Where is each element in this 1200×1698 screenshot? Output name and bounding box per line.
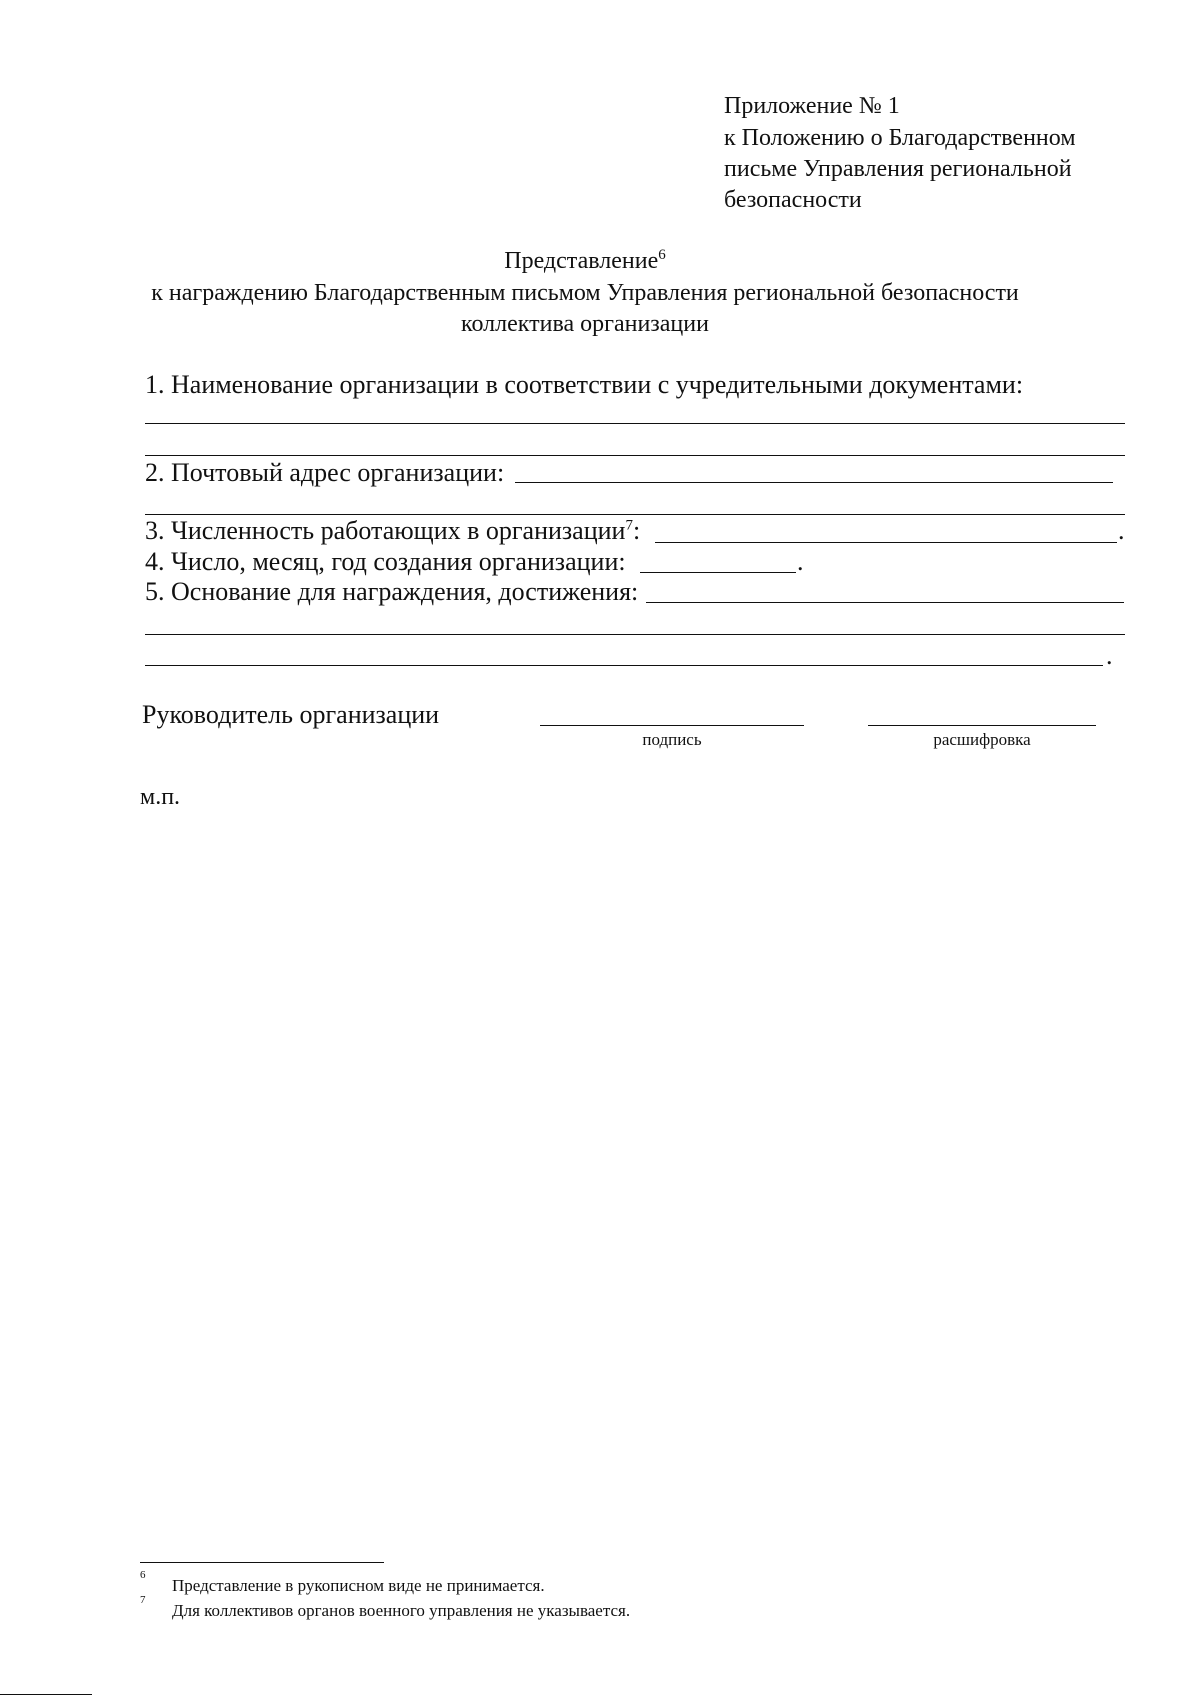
item-5-blank-line[interactable] bbox=[646, 602, 1124, 603]
appendix-line-1: Приложение № 1 bbox=[724, 93, 900, 119]
item-2-blank-line[interactable] bbox=[515, 482, 1113, 483]
title-main: Представление bbox=[504, 248, 659, 274]
title-footnote-ref: 6 bbox=[658, 247, 666, 263]
footnote-text: Для коллективов органов военного управления не указывается. bbox=[172, 1601, 631, 1620]
appendix-line-4: безопасности bbox=[724, 187, 862, 213]
decode-caption: расшифровка bbox=[933, 730, 1031, 749]
footnote-text: Представление в рукописном виде не принимается. bbox=[172, 1576, 545, 1595]
footnote-number: 6 bbox=[140, 1569, 146, 1581]
title-line-3: коллектива организации bbox=[461, 311, 709, 337]
item-4-end-period: . bbox=[797, 547, 804, 576]
scan-artifact-line bbox=[0, 1694, 92, 1695]
appendix-line-3: письме Управления региональной bbox=[724, 156, 1072, 182]
item-3-blank-line[interactable] bbox=[655, 542, 1117, 543]
item-3-colon: : bbox=[632, 516, 641, 545]
item-1-blank-line-2[interactable] bbox=[145, 455, 1125, 456]
item-3-footnote-ref: 7 bbox=[625, 517, 633, 534]
title-line-2: к награждению Благодарственным письмом Управления региональной безопасности bbox=[151, 280, 1019, 306]
signature-caption: подпись bbox=[642, 730, 702, 749]
decode-line[interactable] bbox=[868, 725, 1096, 726]
appendix-line-2: к Положению о Благодарственном bbox=[724, 125, 1076, 151]
item-1-blank-line-1[interactable] bbox=[145, 423, 1125, 424]
stamp-place: м.п. bbox=[140, 784, 181, 810]
item-5-blank-line-2[interactable] bbox=[145, 634, 1125, 635]
item-5-blank-line-3[interactable] bbox=[145, 665, 1103, 666]
item-3-label bbox=[145, 515, 640, 546]
signature-line[interactable] bbox=[540, 725, 804, 726]
item-3-label-text: 3. Численность работающих в организации bbox=[145, 516, 626, 545]
item-4-label: 4. Число, месяц, год создания организации: bbox=[145, 547, 626, 576]
signature-label: Руководитель организации bbox=[142, 700, 440, 729]
item-4-blank-line[interactable] bbox=[640, 572, 796, 573]
footnote-separator bbox=[140, 1562, 384, 1563]
item-1-label: 1. Наименование организации в соответствии с учредительными документами: bbox=[145, 370, 1024, 399]
item-5-end-period: . bbox=[1106, 641, 1113, 670]
document-title bbox=[0, 247, 1170, 276]
footnote-number: 7 bbox=[140, 1594, 146, 1606]
item-3-end-period: . bbox=[1118, 516, 1125, 545]
item-5-label: 5. Основание для награждения, достижения: bbox=[145, 577, 639, 606]
item-2-label: 2. Почтовый адрес организации: bbox=[145, 458, 505, 487]
